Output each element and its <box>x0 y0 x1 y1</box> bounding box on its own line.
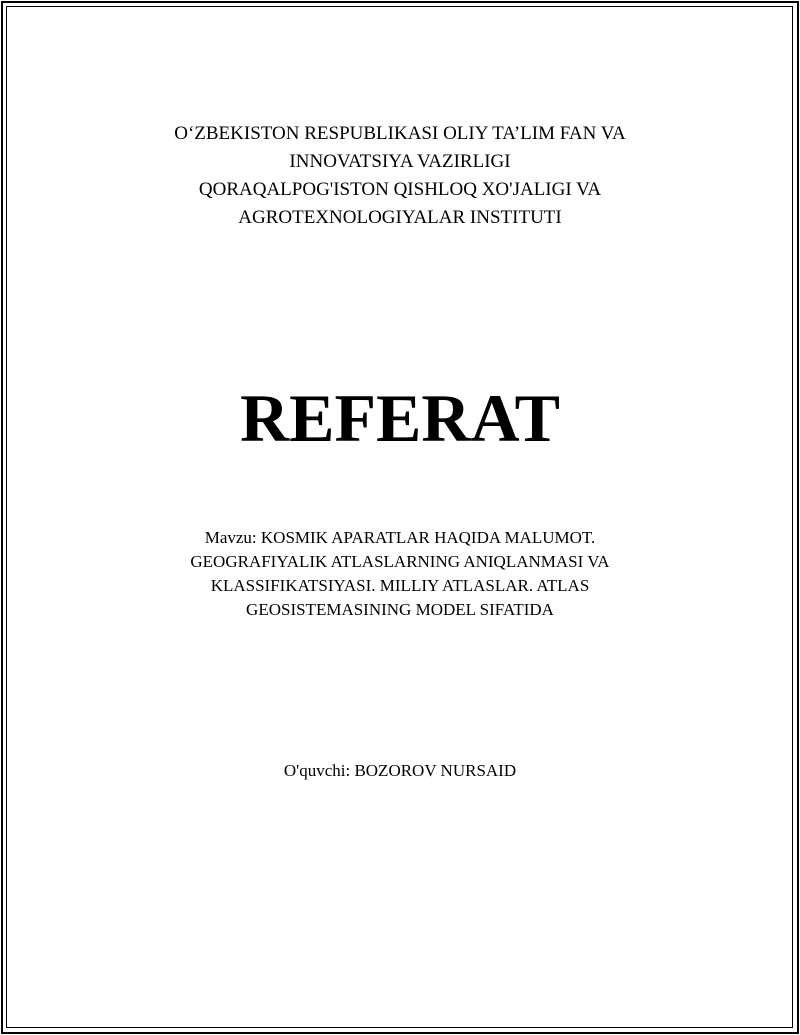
student-name: O'quvchi: BOZOROV NURSAID <box>283 761 517 780</box>
topic-line-2: GEOGRAFIYALIK ATLASLARNING ANIQLANMASI VA <box>190 552 610 571</box>
header-line-3: QORAQALPOG'ISTON QISHLOQ XO'JALIGI VA <box>198 179 602 200</box>
topic-line-4: GEOSISTEMASINING MODEL SIFATIDA <box>246 600 554 619</box>
header-line-4: AGROTEXNOLOGIYALAR INSTITUTI <box>238 207 562 228</box>
topic-line-1: Mavzu: KOSMIK APARATLAR HAQIDA MALUMOT. <box>204 528 596 547</box>
header-line-1: O‘ZBEKISTON RESPUBLIKASI OLIY TA’LIM FAN VA <box>174 123 626 144</box>
institution-header <box>0 120 800 232</box>
topic-line-3: KLASSIFIKATSIYASI. MILLIY ATLASLAR. ATLAS <box>210 576 590 595</box>
topic-block <box>0 526 800 622</box>
document-title: REFERAT <box>240 380 560 456</box>
header-line-2: INNOVATSIYA VAZIRLIGI <box>289 151 511 172</box>
